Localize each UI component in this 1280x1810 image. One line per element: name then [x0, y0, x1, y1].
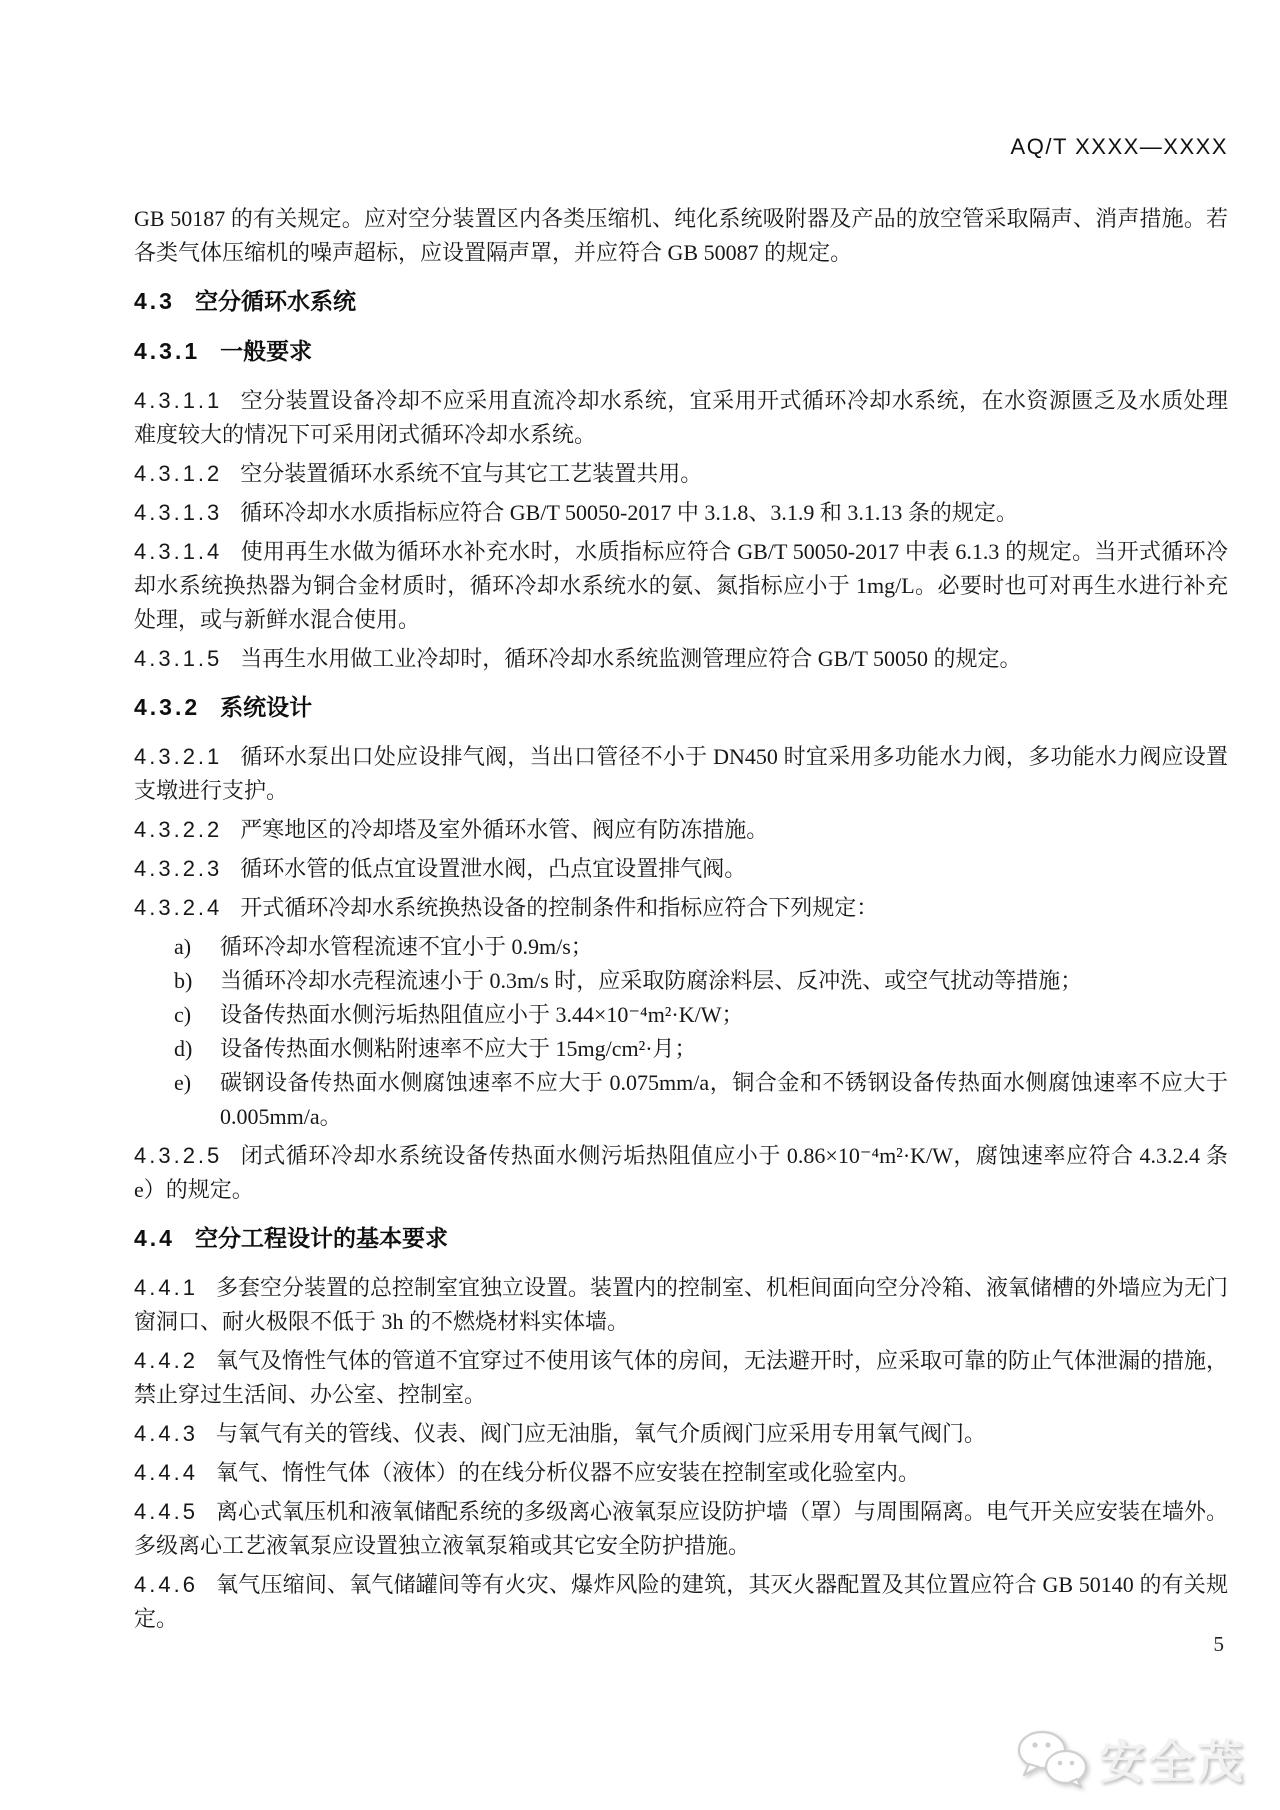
- section-heading-4-4: [134, 1221, 1228, 1255]
- clause-4-4-5: [134, 1495, 1228, 1563]
- watermark-label: 安全茂: [1099, 1736, 1246, 1788]
- doc-code-header: AQ/T XXXX—XXXX: [1010, 134, 1228, 159]
- clause-number: 4.3.2.5: [134, 1143, 223, 1168]
- list-item-marker: e): [174, 1070, 192, 1095]
- clause-text: 开式循环冷却水系统换热设备的控制条件和指标应符合下列规定：: [240, 895, 879, 920]
- list-item-d: [134, 1032, 1228, 1066]
- clause-4-4-3: [134, 1417, 1228, 1451]
- list-item-text: 碳钢设备传热面水侧腐蚀速率不应大于 0.075mm/a，铜合金和不锈钢设备传热面水侧腐蚀速率不应大于 0.005mm/a。: [220, 1070, 1228, 1129]
- clause-4-3-1-4: [134, 535, 1228, 637]
- ordered-list: [134, 930, 1228, 1134]
- list-item-marker: a): [174, 934, 192, 959]
- list-item-marker: c): [174, 1002, 192, 1027]
- heading-number: 4.3: [134, 288, 175, 314]
- list-item-text: 设备传热面水侧污垢热阻值应小于 3.44×10⁻⁴m²·K/W；: [220, 1002, 744, 1027]
- clause-4-3-2-1: [134, 740, 1228, 808]
- clause-4-3-2-4: [134, 891, 1228, 925]
- clause-number: 4.4.3: [134, 1421, 198, 1446]
- list-item-c: [134, 998, 1228, 1032]
- clause-4-3-1-3: [134, 496, 1228, 530]
- clause-number: 4.3.1.1: [134, 388, 223, 413]
- section-heading-4-3-1: [134, 334, 1228, 368]
- heading-title: 空分循环水系统: [194, 288, 356, 314]
- clause-number: 4.4.6: [134, 1572, 198, 1597]
- clause-text: 循环水管的低点宜设置泄水阀，凸点宜设置排气阀。: [240, 856, 747, 881]
- heading-number: 4.3.1: [134, 338, 201, 364]
- clause-number: 4.3.2.1: [134, 744, 223, 769]
- clause-text: 当再生水用做工业冷却时，循环冷却水系统监测管理应符合 GB/T 50050 的规定。: [240, 646, 1022, 671]
- clause-number: 4.3.1.4: [134, 539, 223, 564]
- clause-4-3-2-5: [134, 1139, 1228, 1207]
- heading-number: 4.3.2: [134, 694, 201, 720]
- clause-text: 多套空分装置的总控制室宜独立设置。装置内的控制室、机柜间面向空分冷箱、液氧储槽的外墙应为无门窗洞口、耐火极限不低于 3h 的不燃烧材料实体墙。: [134, 1275, 1228, 1334]
- clause-text: 离心式氧压机和液氧储配系统的多级离心液氧泵应设防护墙（罩）与周围隔离。电气开关应安装在墙外。多级离心工艺液氧泵应设置独立液氧泵箱或其它安全防护措施。: [134, 1499, 1228, 1558]
- clause-text: 与氧气有关的管线、仪表、阀门应无油脂，氧气介质阀门应采用专用氧气阀门。: [215, 1421, 986, 1446]
- clause-number: 4.4.2: [134, 1348, 198, 1373]
- clause-4-4-6: [134, 1568, 1228, 1636]
- section-heading-4-3: [134, 284, 1228, 318]
- clause-text: 严寒地区的冷却塔及室外循环水管、阀应有防冻措施。: [240, 817, 769, 842]
- list-item-text: 循环冷却水管程流速不宜小于 0.9m/s；: [220, 934, 593, 959]
- clause-text: 循环冷却水水质指标应符合 GB/T 50050-2017 中 3.1.8、3.1.9 和 3.1.13 条的规定。: [240, 500, 1018, 525]
- list-item-a: [134, 930, 1228, 964]
- heading-title: 系统设计: [220, 694, 313, 720]
- clause-text: 空分装置设备冷却不应采用直流冷却水系统，宜采用开式循环冷却水系统，在水资源匮乏及水质处理难度较大的情况下可采用闭式循环冷却水系统。: [134, 388, 1228, 447]
- clause-4-3-1-2: [134, 457, 1228, 491]
- heading-number: 4.4: [134, 1225, 175, 1251]
- section-heading-4-3-2: [134, 690, 1228, 724]
- clause-text: 闭式循环冷却水系统设备传热面水侧污垢热阻值应小于 0.86×10⁻⁴m²·K/W，腐蚀速率应符合 4.3.2.4 条 e）的规定。: [134, 1143, 1228, 1202]
- wechat-bubbles-icon: [1015, 1729, 1091, 1789]
- clause-text: 空分装置循环水系统不宜与其它工艺装置共用。: [240, 461, 703, 486]
- clause-text: 氧气压缩间、氧气储罐间等有火灾、爆炸风险的建筑，其灭火器配置及其位置应符合 GB 50140 的有关规定。: [134, 1572, 1228, 1631]
- list-item-marker: b): [174, 968, 193, 993]
- clause-number: 4.4.5: [134, 1499, 198, 1524]
- clause-text: 使用再生水做为循环水补充水时，水质指标应符合 GB/T 50050-2017 中表 6.1.3 的规定。当开式循环冷却水系统换热器为铜合金材质时，循环冷却水系统水的氨、氮指标应小于 1mg/L。必要时也可对再生水进行补充处理，或与新鲜水混合使用。: [134, 539, 1228, 632]
- clause-4-4-1: [134, 1271, 1228, 1339]
- list-item-marker: d): [174, 1036, 193, 1061]
- clause-number: 4.3.2.2: [134, 817, 223, 842]
- intro-paragraph: GB 50187 的有关规定。应对空分装置区内各类压缩机、纯化系统吸附器及产品的放空管采取隔声、消声措施。若各类气体压缩机的噪声超标，应设置隔声罩，并应符合 GB 50087 的规定。: [134, 206, 1228, 265]
- page-number: 5: [1213, 1632, 1224, 1656]
- clause-number: 4.3.2.4: [134, 895, 223, 920]
- clause-text: 氧气及惰性气体的管道不宜穿过不使用该气体的房间，无法避开时，应采取可靠的防止气体泄漏的措施，禁止穿过生活间、办公室、控制室。: [134, 1348, 1228, 1407]
- clause-4-4-4: [134, 1456, 1228, 1490]
- clause-4-3-1-1: [134, 384, 1228, 452]
- list-item-b: [134, 964, 1228, 998]
- clause-4-4-2: [134, 1344, 1228, 1412]
- heading-title: 一般要求: [220, 338, 313, 364]
- clause-number: 4.3.1.5: [134, 646, 223, 671]
- clause-text: 循环水泵出口处应设排气阀，当出口管径不小于 DN450 时宜采用多功能水力阀，多功能水力阀应设置支墩进行支护。: [134, 744, 1228, 803]
- list-item-text: 设备传热面水侧粘附速率不应大于 15mg/cm²·月；: [220, 1036, 697, 1061]
- clause-number: 4.3.1.2: [134, 461, 223, 486]
- clause-4-3-2-2: [134, 813, 1228, 847]
- heading-title: 空分工程设计的基本要求: [194, 1225, 448, 1251]
- clause-4-3-2-3: [134, 852, 1228, 886]
- clause-number: 4.4.1: [134, 1275, 198, 1300]
- clause-number: 4.3.1.3: [134, 500, 223, 525]
- clause-text: 氧气、惰性气体（液体）的在线分析仪器不应安装在控制室或化验室内。: [215, 1460, 920, 1485]
- list-item-e: [134, 1066, 1228, 1134]
- clause-4-3-1-5: [134, 642, 1228, 676]
- list-item-text: 当循环冷却水壳程流速小于 0.3m/s 时，应采取防腐涂料层、反冲洗、或空气扰动等措施；: [220, 968, 1083, 993]
- clause-number: 4.4.4: [134, 1460, 198, 1485]
- clause-number: 4.3.2.3: [134, 856, 223, 881]
- watermark: [1015, 1726, 1246, 1792]
